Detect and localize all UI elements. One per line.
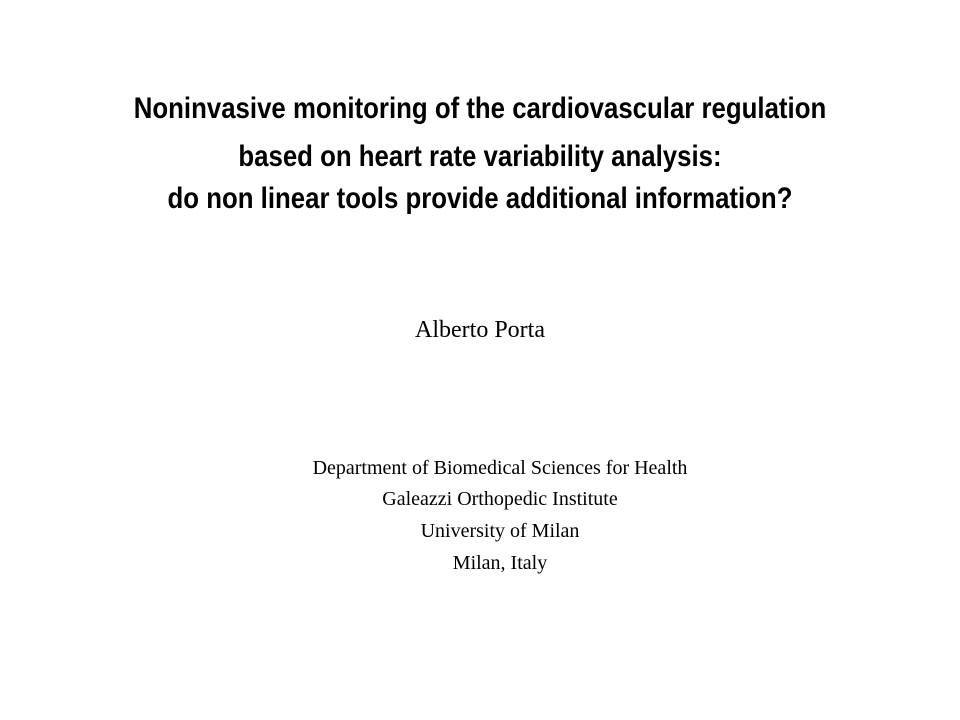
affiliation-department: Department of Biomedical Sciences for Health bbox=[312, 457, 688, 479]
title-line-3: do non linear tools provide additional information? bbox=[167, 182, 793, 215]
author-name: Alberto Porta bbox=[415, 317, 545, 343]
title-line-1: Noninvasive monitoring of the cardiovascular regulation bbox=[133, 92, 827, 125]
title-line-2: based on heart rate variability analysis: bbox=[238, 140, 722, 173]
affiliation-location: Milan, Italy bbox=[452, 552, 548, 574]
affiliation-institute: Galeazzi Orthopedic Institute bbox=[382, 488, 618, 510]
affiliation-university: University of Milan bbox=[420, 520, 580, 542]
